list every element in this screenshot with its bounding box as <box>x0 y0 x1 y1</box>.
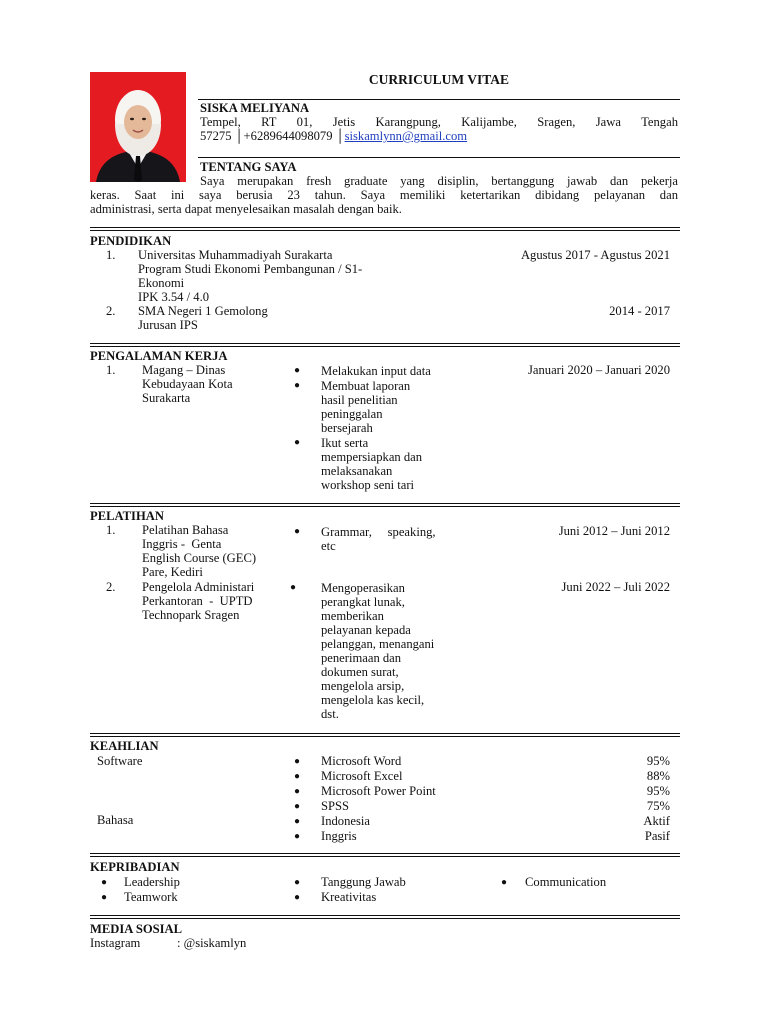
list-number: 2. <box>106 580 116 594</box>
education-heading: PENDIDIKAN <box>90 234 172 248</box>
bullet-icon: ● <box>294 771 301 782</box>
social-label: Instagram <box>90 936 141 950</box>
section-divider <box>90 227 680 231</box>
personality-trait: Tanggung Jawab <box>321 875 406 889</box>
list-number: 1. <box>106 523 116 537</box>
training-period: Juni 2012 – Juni 2012 <box>558 524 670 538</box>
personality-trait: Leadership <box>124 875 180 889</box>
bullet-icon: ● <box>294 831 301 842</box>
social-heading: MEDIA SOSIAL <box>90 922 183 936</box>
about-heading: TENTANG SAYA <box>200 160 297 174</box>
training-place: English Course (GEC) <box>142 551 257 565</box>
contact-line <box>200 129 467 144</box>
instagram-handle: : @siskamlyn <box>177 936 247 950</box>
candidate-name: SISKA MELIYANA <box>200 101 310 115</box>
training-place: Perkantoran - UPTD <box>142 594 253 608</box>
training-detail: mengelola kas kecil, <box>321 693 425 707</box>
skill-name: Inggris <box>321 829 357 843</box>
skills-language-label: Bahasa <box>97 813 134 827</box>
training-detail: dokumen surat, <box>321 665 399 679</box>
training-detail: etc <box>321 539 336 553</box>
experience-task: Melakukan input data <box>321 364 431 378</box>
experience-task: melaksanakan <box>321 464 393 478</box>
education-period: 2014 - 2017 <box>609 304 670 318</box>
address-line: Tempel, RT 01, Jetis Karangpung, Kalijambe, Sragen, Jawa Tengah <box>200 115 678 129</box>
experience-task: workshop seni tari <box>321 478 415 492</box>
about-text-line: keras. Saat ini saya berusia 23 tahun. Saya memiliki ketertarikan dibidang pelayanan dan <box>90 188 678 202</box>
bullet-icon: ● <box>294 365 301 376</box>
bullet-icon: ● <box>290 582 297 593</box>
list-number: 1. <box>106 363 116 377</box>
education-line: Program Studi Ekonomi Pembangunan / S1- <box>138 262 363 276</box>
training-detail: pelayanan kepada <box>321 623 411 637</box>
skill-level: 95% <box>646 754 670 768</box>
education-line: Universitas Muhammadiyah Surakarta <box>138 248 333 262</box>
skill-level: 88% <box>646 769 670 783</box>
bullet-icon: ● <box>501 877 508 888</box>
about-text-line: Saya merupakan fresh graduate yang disiplin, bertanggung jawab dan pekerja <box>200 174 678 188</box>
experience-place: Surakarta <box>142 391 191 405</box>
bullet-icon: ● <box>101 892 108 903</box>
experience-task: hasil penelitian <box>321 393 398 407</box>
training-detail: perangkat lunak, <box>321 595 405 609</box>
section-divider <box>90 343 680 347</box>
bullet-icon: ● <box>294 892 301 903</box>
bullet-icon: ● <box>294 786 301 797</box>
training-heading: PELATIHAN <box>90 509 164 523</box>
about-divider <box>198 157 680 158</box>
skill-name: Microsoft Word <box>321 754 402 768</box>
list-number: 2. <box>106 304 116 318</box>
training-detail: pelanggan, menangani <box>321 637 435 651</box>
postal-phone: 57275 │+6289644098079 │ <box>200 129 345 143</box>
about-text-line: administrasi, serta dapat menyelesaikan masalah dengan baik. <box>90 202 402 216</box>
skills-software-label: Software <box>97 754 143 768</box>
training-detail: memberikan <box>321 609 384 623</box>
section-divider <box>90 503 680 507</box>
education-line: SMA Negeri 1 Gemolong <box>138 304 268 318</box>
section-divider <box>90 915 680 919</box>
training-place: Pengelola Administari <box>142 580 255 594</box>
training-place: Inggris - Genta <box>142 537 222 551</box>
experience-heading: PENGALAMAN KERJA <box>90 349 228 363</box>
experience-period: Januari 2020 – Januari 2020 <box>528 363 670 377</box>
bullet-icon: ● <box>294 756 301 767</box>
list-number: 1. <box>106 248 116 262</box>
skills-heading: KEAHLIAN <box>90 739 159 753</box>
profile-photo <box>90 72 186 182</box>
skill-name: SPSS <box>321 799 350 813</box>
bullet-icon: ● <box>294 380 301 391</box>
education-line: Jurusan IPS <box>138 318 198 332</box>
training-detail: mengelola arsip, <box>321 679 405 693</box>
experience-task: bersejarah <box>321 421 373 435</box>
experience-task: Ikut serta <box>321 436 369 450</box>
skill-level: 95% <box>646 784 670 798</box>
personality-trait: Teamwork <box>124 890 178 904</box>
skill-name: Microsoft Power Point <box>321 784 436 798</box>
skill-name: Microsoft Excel <box>321 769 403 783</box>
bullet-icon: ● <box>294 437 301 448</box>
training-detail: dst. <box>321 707 339 721</box>
training-detail: Mengoperasikan <box>321 581 405 595</box>
skill-level: Aktif <box>643 814 670 828</box>
skill-level: 75% <box>646 799 670 813</box>
training-detail: Grammar, speaking, <box>321 525 436 539</box>
experience-place: Magang – Dinas <box>142 363 226 377</box>
experience-task: Membuat laporan <box>321 379 411 393</box>
section-divider <box>90 733 680 737</box>
header-divider <box>198 99 680 100</box>
bullet-icon: ● <box>294 526 301 537</box>
section-divider <box>90 853 680 857</box>
profile-photo-image <box>90 72 186 182</box>
experience-place: Kebudayaan Kota <box>142 377 233 391</box>
personality-heading: KEPRIBADIAN <box>90 860 180 874</box>
education-period: Agustus 2017 - Agustus 2021 <box>520 248 670 262</box>
bullet-icon: ● <box>294 877 301 888</box>
education-line: IPK 3.54 / 4.0 <box>138 290 210 304</box>
skill-level: Pasif <box>644 829 670 843</box>
email-link[interactable]: siskamlynn@gmail.com <box>344 129 468 143</box>
skill-name: Indonesia <box>321 814 370 828</box>
bullet-icon: ● <box>101 877 108 888</box>
experience-task: peninggalan <box>321 407 383 421</box>
personality-trait: Communication <box>525 875 607 889</box>
experience-task: mempersiapkan dan <box>321 450 423 464</box>
bullet-icon: ● <box>294 816 301 827</box>
personality-trait: Kreativitas <box>321 890 377 904</box>
training-detail: penerimaan dan <box>321 651 402 665</box>
bullet-icon: ● <box>294 801 301 812</box>
training-place: Pare, Kediri <box>142 565 203 579</box>
training-place: Technopark Sragen <box>142 608 240 622</box>
education-line: Ekonomi <box>138 276 185 290</box>
training-period: Juni 2022 – Juli 2022 <box>561 580 670 594</box>
document-title: CURRICULUM VITAE <box>368 72 510 87</box>
training-place: Pelatihan Bahasa <box>142 523 229 537</box>
